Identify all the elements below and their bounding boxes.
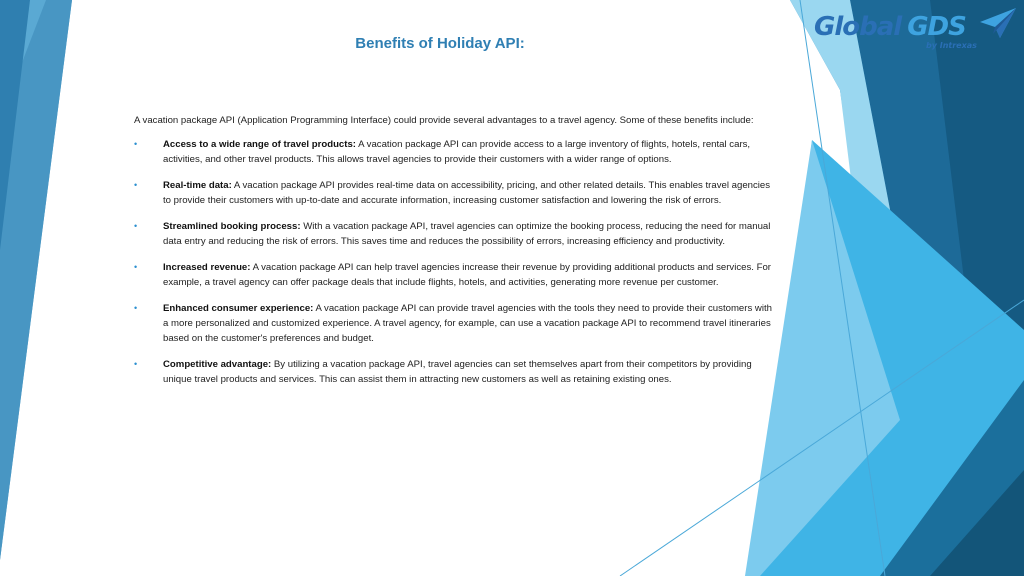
list-item — [134, 301, 778, 346]
benefit-title: Enhanced consumer experience: — [163, 303, 314, 314]
bullet-icon: • — [134, 139, 138, 149]
bullet-icon: • — [134, 180, 138, 190]
logo-tagline: by Intrexas — [926, 41, 977, 50]
benefits-list — [134, 137, 778, 387]
paper-plane-icon — [980, 8, 1016, 38]
benefit-title: Increased revenue: — [163, 262, 251, 273]
bullet-icon: • — [134, 359, 138, 369]
logo-brand: Global — [814, 12, 902, 42]
bullet-icon: • — [134, 303, 138, 313]
slide-content — [134, 113, 778, 398]
list-item — [134, 137, 778, 167]
logo — [814, 8, 1019, 58]
list-item — [134, 357, 778, 387]
benefit-text: A vacation package API can provide travel agencies with the tools they need to provide their customers with a more personalized and customized experience. A travel agency, for example, can use a vacation package API to recommend travel itineraries based on the customer's preferences and budget. — [163, 303, 772, 344]
benefit-text: With a vacation package API, travel agencies can optimize the booking process, reducing the need for manual data entry and reducing the risk of errors. This saves time and reduces the possibility of errors, increasing efficiency and productivity. — [163, 221, 771, 247]
benefit-title: Streamlined booking process: — [163, 221, 301, 232]
list-item — [134, 260, 778, 290]
benefit-text: A vacation package API can help travel agencies increase their revenue by providing additional products and services. For example, a travel agency can offer package deals that include flights, hotels, and activities, generating more revenue per customer. — [163, 262, 771, 288]
benefit-title: Access to a wide range of travel products: — [163, 139, 356, 150]
bullet-icon: • — [134, 262, 138, 272]
benefit-text: A vacation package API can provide access to a large inventory of flights, hotels, rental cars, activities, and other travel products. This allows travel agencies to provide their customers with a wider range of options. — [163, 139, 751, 165]
benefit-text: A vacation package API provides real-time data on accessibility, pricing, and other related details. This enables travel agencies to provide their customers with up-to-date and accurate information, increasing customer satisfaction and lowering the risk of errors. — [163, 180, 771, 206]
logo-brand-accent: GDS — [907, 12, 966, 42]
slide-title: Benefits of Holiday API: — [355, 35, 525, 52]
list-item — [134, 219, 778, 249]
intro-paragraph: A vacation package API (Application Programming Interface) could provide several advantages to a travel agency. Some of these benefits include: — [134, 115, 754, 126]
benefit-text: By utilizing a vacation package API, travel agencies can set themselves apart from their competitors by providing unique travel products and services. This can assist them in attracting new customers as well as retaining existing ones. — [163, 359, 752, 385]
benefit-title: Competitive advantage: — [163, 359, 272, 370]
list-item — [134, 178, 778, 208]
logo-wordmark — [814, 12, 966, 42]
benefit-title: Real-time data: — [163, 180, 232, 191]
bullet-icon: • — [134, 221, 138, 231]
